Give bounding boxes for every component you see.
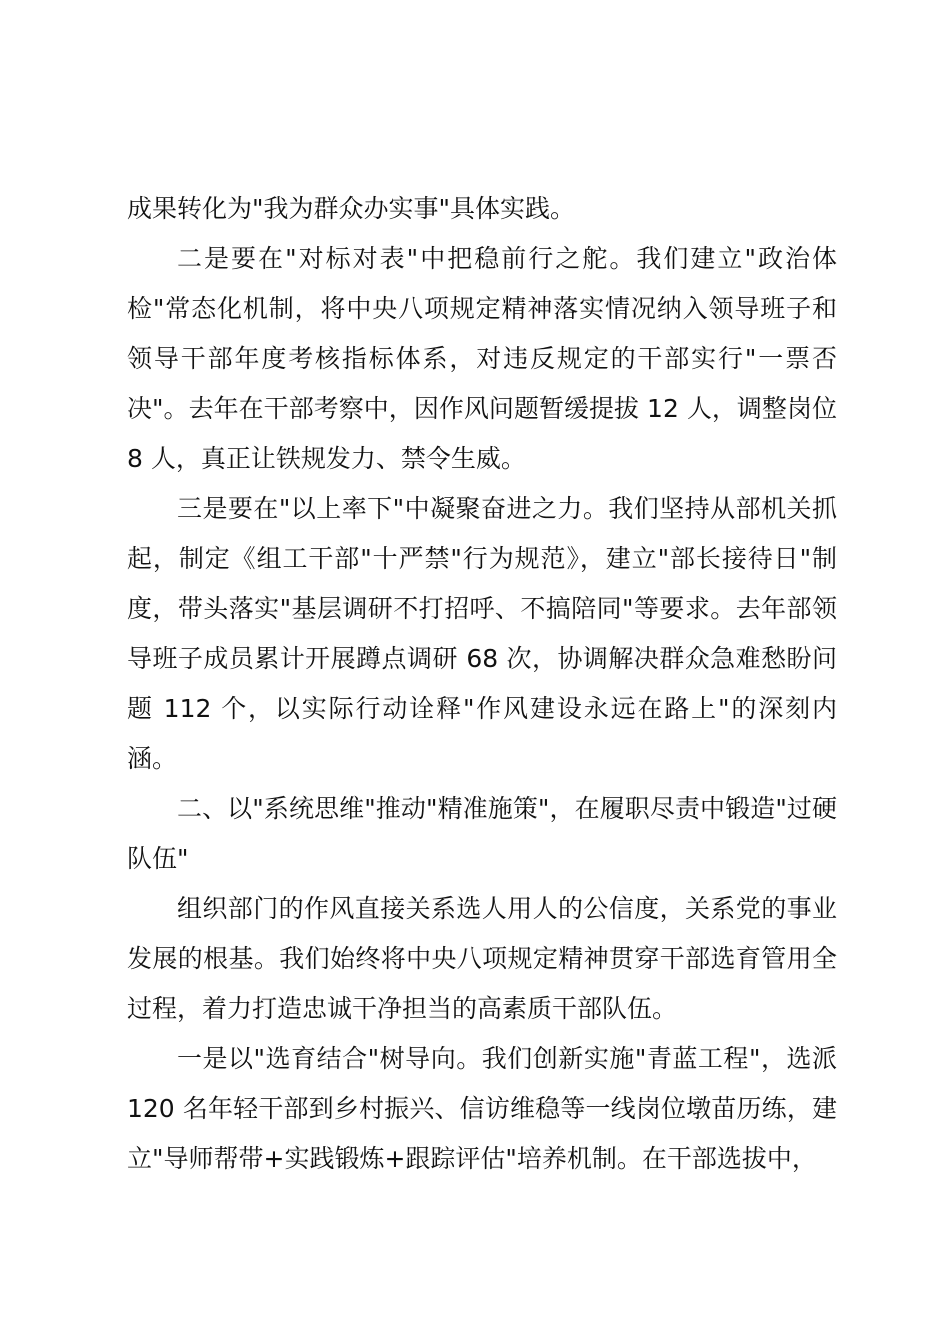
paragraph-point-three: 三是要在"以上率下"中凝聚奋进之力。我们坚持从部机关抓起，制定《组工干部"十严禁"行为规范》，建立"部长接待日"制度，带头落实"基层调研不打招呼、不搞陪同"等要求。去年部领导班子成员累计开展蹲点调研 68 次，协调解决群众急难愁盼问题 112 个，以实际行动诠释"作风建设永远在路上"的深刻内涵。 — [127, 494, 837, 773]
paragraph-section-intro: 组织部门的作风直接关系选人用人的公信度，关系党的事业发展的根基。我们始终将中央八项规定精神贯穿干部选育管用全过程，着力打造忠诚干净担当的高素质干部队伍。 — [127, 894, 837, 1023]
paragraph-point-two: 二是要在"对标对表"中把稳前行之舵。我们建立"政治体检"常态化机制，将中央八项规定精神落实情况纳入领导班子和领导干部年度考核指标体系，对违反规定的干部实行"一票否决"。去年在干部考察中，因作风问题暂缓提拔 12 人，调整岗位 8 人，真正让铁规发力、禁令生威。 — [127, 244, 837, 473]
document-body — [127, 184, 837, 1184]
paragraph-continuation: 成果转化为"我为群众办实事"具体实践。 — [127, 194, 575, 223]
section-heading-two: 二、以"系统思维"推动"精准施策"，在履职尽责中锻造"过硬队伍" — [127, 794, 837, 873]
paragraph-point-one: 一是以"选育结合"树导向。我们创新实施"青蓝工程"，选派 120 名年轻干部到乡村振兴、信访维稳等一线岗位墩苗历练，建立"导师帮带+实践锻炼+跟踪评估"培养机制。在干部选拔中， — [127, 1044, 837, 1173]
